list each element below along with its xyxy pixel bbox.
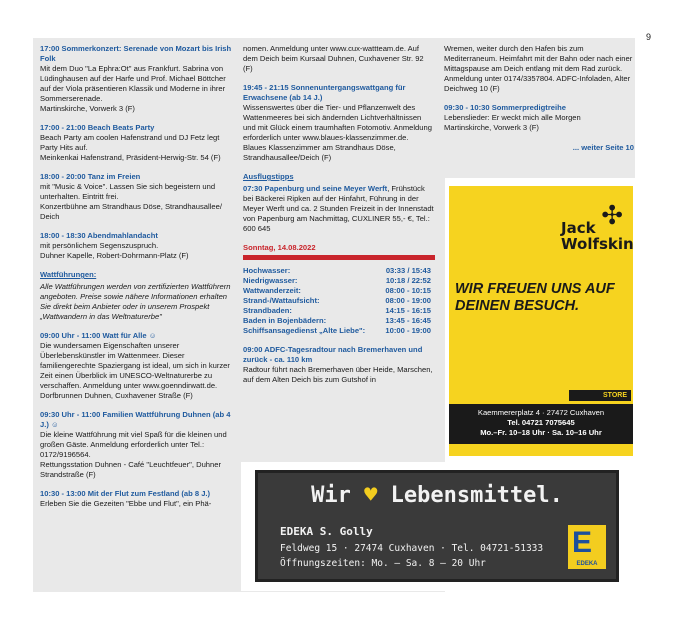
tide-value: 08:00 - 19:00 bbox=[385, 296, 431, 305]
store-hours: Öffnungszeiten: Mo. – Sa. 8 – 20 Uhr bbox=[280, 558, 486, 569]
event-description: mit "Music & Voice". Lassen Sie sich begeistern und unterhalten. Eintritt frei. bbox=[40, 182, 216, 201]
tide-label: Niedrigwasser: bbox=[243, 276, 298, 285]
event-description: Mit dem Duo "La Ephra:Ot" aus Frankfurt. Sabrina von Lüdinghausen auf der Harfe und Prof. Michael Böttcher auf der Viola präsentieren Klassik und Moderne in ihrer Sommerserenade. bbox=[40, 64, 226, 103]
event-title: 19:45 - 21:15 Sonnenuntergangswattgang für Erwachsene (ab 14 J.) bbox=[243, 83, 406, 102]
store-name: EDEKA S. Golly bbox=[280, 525, 373, 538]
heart-icon: ♥ bbox=[364, 483, 378, 508]
store-label: STORE bbox=[569, 390, 631, 401]
tide-label: Schiffsansagedienst „Alte Liebe": bbox=[243, 326, 366, 335]
section-intro: Alle Wattführungen werden von zertifizierten Wattführern angeboten. Preise sowie nähere Informationen erhalten Sie direkt beim Anbieter oder in unserem Prospekt „Wattwandern in das Weltnaturerbe" bbox=[40, 282, 231, 321]
event-title: 17:00 - 21:00 Beach Beats Party bbox=[40, 123, 155, 132]
event-title: 09:30 Uhr - 11:00 Familien Wattführung Duhnen (ab 4 J.) ☺ bbox=[40, 410, 231, 429]
edeka-ad[interactable] bbox=[241, 462, 634, 591]
jack-wolfskin-ad[interactable] bbox=[449, 186, 633, 456]
event-item bbox=[243, 184, 435, 234]
ad-slogan: WIR FREUEN UNS AUF DEINEN BESUCH. bbox=[455, 281, 615, 314]
event-place: Dorfbrunnen Duhnen, Cuxhavener Straße (F) bbox=[40, 391, 193, 400]
event-title: 09:30 - 10:30 Sommerpredigtreihe bbox=[444, 103, 566, 112]
brand-line-2: Wolfskin bbox=[561, 235, 634, 253]
headline-left: Wir bbox=[311, 483, 351, 508]
tide-value: 08:00 - 10:15 bbox=[385, 286, 431, 295]
store-address: Kaemmererplatz 4 · 27472 Cuxhaven bbox=[477, 408, 605, 417]
event-item bbox=[40, 172, 232, 222]
tide-row bbox=[243, 316, 435, 326]
store-hours: Mo.–Fr. 10–18 Uhr · Sa. 10–16 Uhr bbox=[480, 428, 602, 437]
column-2 bbox=[243, 44, 435, 394]
tide-label: Wattwanderzeit: bbox=[243, 286, 301, 295]
event-title: 18:00 - 18:30 Abendmahlandacht bbox=[40, 231, 158, 240]
event-title: 10:30 - 13:00 Mit der Flut zum Festland (ab 8 J.) bbox=[40, 489, 211, 498]
store-address: Feldweg 15 · 27474 Cuxhaven · Tel. 04721-51333 bbox=[280, 543, 544, 554]
continue-link[interactable]: ... weiter Seite 10 bbox=[572, 143, 634, 152]
event-item bbox=[444, 103, 634, 133]
tide-row bbox=[243, 306, 435, 316]
edeka-logo bbox=[568, 525, 606, 569]
event-description: Wissenswertes über die Tier- und Pflanzenwelt des Wattenmeeres bei sich ändernden Lichtverhältnissen und mit Glück einem traumhaften Fotomotiv. Anmeldung erforderlich unter www.blaues-klassenzimmer.de. bbox=[243, 103, 432, 142]
tide-row bbox=[243, 266, 435, 276]
event-place: Rettungsstation Duhnen - Café "Leuchtfeuer", Duhner Strandstraße (F) bbox=[40, 460, 222, 479]
event-description: Beach Party am coolen Hafenstrand und DJ Fetz legt Party Hits auf. bbox=[40, 133, 220, 152]
tide-value: 10:00 - 19:00 bbox=[385, 326, 431, 335]
event-description: Die wundersamen Eigenschaften unserer Überlebenskünstler im Wattenmeer. Dieser familiengerechte Spaziergang ist ideal, um sich in kurzer Zeit einen Überblick im UNESCO-Weltnaturerbe zu verschaffen. Anmeldung unter www.goenndirwatt.de. bbox=[40, 341, 230, 390]
event-description: Radtour führt nach Bremerhaven über Heide, Marschen, auf dem Alten Deich bis zum Gutshof in bbox=[243, 365, 433, 384]
event-continuation: nomen. Anmeldung unter www.cux-wattteam.de. Auf dem Deich beim Kursaal Duhnen, Cuxhavener Str. 92 (F) bbox=[243, 44, 424, 73]
event-description: Lebenslieder: Er weckt mich alle Morgen bbox=[444, 113, 581, 122]
event-title: 09:00 ADFC-Tagesradtour nach Bremerhaven und zurück - ca. 110 km bbox=[243, 345, 423, 364]
event-description: Die kleine Wattführung mit viel Spaß für die kleinen und großen Gäste. Anmeldung erforderlich unter Tel.: 0172/9196564. bbox=[40, 430, 227, 459]
event-title: 07:30 Papenburg und seine Meyer Werft bbox=[243, 184, 388, 193]
tide-row bbox=[243, 276, 435, 286]
ad-headline bbox=[258, 483, 616, 508]
tide-label: Strandbaden: bbox=[243, 306, 292, 315]
event-description: Erleben Sie die Gezeiten "Ebbe und Flut", ein Phä- bbox=[40, 499, 212, 508]
event-place: Martinskirche, Vorwerk 3 (F) bbox=[40, 104, 135, 113]
event-description: , Frühstück bei Bäckerei Ripken auf der Hinfahrt, Führung in der Meyer Werft und ca. 2 Stunden Freizeit in der Innenstadt von Papenburg am Nachmittag, CUXLINER 55,- €, Tel.: 600 645 bbox=[243, 184, 434, 233]
sunday-block bbox=[243, 243, 435, 336]
tide-value: 14:15 - 16:15 bbox=[385, 306, 431, 315]
event-item bbox=[243, 83, 435, 163]
tide-row bbox=[243, 286, 435, 296]
event-item bbox=[40, 331, 232, 401]
store-phone: Tel. 04721 7075645 bbox=[507, 418, 575, 427]
event-place: Meinkenkai Hafenstrand, Präsident-Herwig-Str. 54 (F) bbox=[40, 153, 221, 162]
tide-label: Strand-/Wattaufsicht: bbox=[243, 296, 320, 305]
event-item bbox=[243, 345, 435, 385]
section-title-wattfuehrungen: Wattführungen: bbox=[40, 270, 97, 279]
event-item bbox=[40, 123, 232, 163]
tide-value: 03:33 / 15:43 bbox=[385, 266, 431, 275]
brand-line-1: Jack bbox=[561, 219, 596, 237]
event-description: mit persönlichem Segenszuspruch. bbox=[40, 241, 159, 250]
sunday-divider bbox=[243, 255, 435, 260]
page-number: 9 bbox=[646, 32, 652, 42]
event-title: 09:00 Uhr - 11:00 Watt für Alle ☺ bbox=[40, 331, 157, 340]
tide-value: 10:18 / 22:52 bbox=[385, 276, 431, 285]
event-continuation: Wremen, weiter durch den Hafen bis zum Mediterraneum. Heimfahrt mit der Bahn oder nach einer Mittagspause am Deich entlang mit dem Rad zurück. Anmeldung unter 0174/3357804. ADFC-Infoladen, Alter Deichweg 10 (F) bbox=[444, 44, 633, 93]
event-title: 17:00 Sommerkonzert: Serenade von Mozart bis Irish Folk bbox=[40, 44, 232, 63]
event-item bbox=[40, 44, 232, 114]
event-place: Martinskirche, Vorwerk 3 (F) bbox=[444, 123, 539, 132]
event-item bbox=[40, 489, 232, 509]
tide-row bbox=[243, 326, 435, 336]
tide-row bbox=[243, 296, 435, 306]
event-title: 18:00 - 20:00 Tanz im Freien bbox=[40, 172, 141, 181]
tide-label: Hochwasser: bbox=[243, 266, 291, 275]
event-item bbox=[40, 231, 232, 261]
tide-value: 13:45 - 16:45 bbox=[385, 316, 431, 325]
event-item bbox=[40, 410, 232, 480]
chalkboard bbox=[255, 470, 619, 582]
section-title-ausflugstipps: Ausflugstipps bbox=[243, 172, 294, 181]
store-info bbox=[449, 404, 633, 444]
jack-wolfskin-logo bbox=[553, 200, 634, 260]
tide-label: Baden in Bojenbädern: bbox=[243, 316, 327, 325]
edeka-logo-text: EDEKA bbox=[576, 561, 598, 567]
headline-right: Lebensmittel. bbox=[390, 483, 563, 508]
edeka-logo-letter: E bbox=[572, 526, 593, 559]
sunday-date-heading: Sonntag, 14.08.2022 bbox=[243, 243, 316, 252]
event-place: Konzertbühne am Strandhaus Döse, Strandhausallee/ Deich bbox=[40, 202, 222, 221]
column-1 bbox=[40, 44, 232, 518]
event-place: Blaues Klassenzimmer am Strandhaus Döse, Strandhausallee/Deich (F) bbox=[243, 143, 396, 162]
event-place: Duhner Kapelle, Robert-Dohrmann-Platz (F) bbox=[40, 251, 189, 260]
paw-icon: ✣ bbox=[601, 200, 623, 230]
column-3 bbox=[444, 44, 634, 153]
